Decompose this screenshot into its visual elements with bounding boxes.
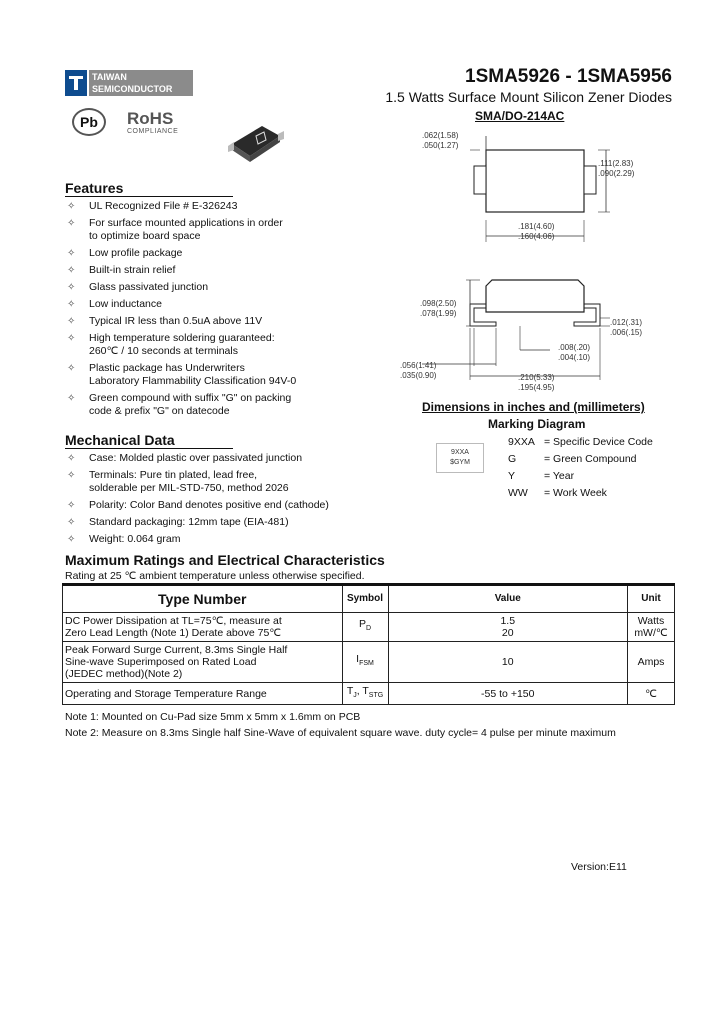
package-dimension-drawing xyxy=(400,128,680,393)
legend-code: 9XXA xyxy=(508,436,535,448)
param-line: (JEDEC method)(Note 2) xyxy=(65,668,183,680)
symbol-part: P xyxy=(358,618,366,631)
symbol-cell xyxy=(342,683,388,705)
feature-line: to optimize board space xyxy=(89,230,201,242)
legend-desc: = Specific Device Code xyxy=(544,436,653,448)
features-underline xyxy=(65,196,233,197)
version-label: Version:E11 xyxy=(571,861,627,873)
value-cell xyxy=(388,642,628,683)
rohs-label: RoHS xyxy=(127,109,174,128)
mechanical-line: Weight: 0.064 gram xyxy=(89,533,181,545)
header-unit: Unit xyxy=(628,585,675,613)
symbol-cell xyxy=(342,613,388,642)
legend-code: Y xyxy=(508,470,516,482)
dim-top-w2: .050(1.27) xyxy=(422,141,459,150)
mechanical-item xyxy=(65,533,365,546)
logo-line2: SEMICONDUCTOR xyxy=(92,84,173,94)
mechanical-title: Mechanical Data xyxy=(65,432,175,448)
feature-item xyxy=(65,247,365,260)
legend-code: WW xyxy=(508,487,528,499)
features-list xyxy=(65,200,365,422)
feature-item xyxy=(65,281,365,294)
rohs-sub: COMPLIANCE xyxy=(127,128,179,135)
feature-line: For surface mounted applications in order xyxy=(89,217,283,229)
feature-line: Glass passivated junction xyxy=(89,281,209,293)
bullet-icon: ✧ xyxy=(67,282,76,293)
symbol-part: I xyxy=(356,653,360,666)
legend-row xyxy=(508,451,653,468)
dim-side-g1: .008(.20) xyxy=(558,343,591,352)
legend-desc: = Year xyxy=(544,470,575,482)
header-value: Value xyxy=(388,585,628,613)
unit-cell xyxy=(628,642,675,683)
symbol-cell xyxy=(342,642,388,683)
marking-box-line2: $GYM xyxy=(450,459,470,466)
product-subtitle: 1.5 Watts Surface Mount Silicon Zener Diodes xyxy=(385,89,672,105)
header-symbol: Symbol xyxy=(342,585,388,613)
bullet-icon: ✧ xyxy=(67,470,76,481)
value-cell xyxy=(388,683,628,705)
legend-row xyxy=(508,434,653,451)
marking-title: Marking Diagram xyxy=(488,417,586,431)
mechanical-item xyxy=(65,516,365,529)
feature-line: High temperature soldering guaranteed: xyxy=(89,332,275,344)
feature-line: UL Recognized File # E-326243 xyxy=(89,200,238,212)
param-cell xyxy=(63,642,343,683)
dim-side-p1: .056(1.41) xyxy=(400,361,437,370)
bullet-icon: ✧ xyxy=(67,393,76,404)
value-cell xyxy=(388,613,628,642)
table-row xyxy=(63,613,675,642)
unit-cell xyxy=(628,613,675,642)
mechanical-item xyxy=(65,469,365,495)
feature-item xyxy=(65,298,365,311)
value-line: -55 to +150 xyxy=(481,687,535,700)
bullet-icon: ✧ xyxy=(67,218,76,229)
mechanical-item xyxy=(65,452,365,465)
marking-box-line1: 9XXA xyxy=(451,449,469,456)
ratings-title: Maximum Ratings and Electrical Characteristics xyxy=(65,552,385,568)
feature-line: Plastic package has Underwriters xyxy=(89,362,245,374)
bullet-icon: ✧ xyxy=(67,265,76,276)
feature-line: Laboratory Flammability Classification 94V-0 xyxy=(89,375,297,387)
bullet-icon: ✧ xyxy=(67,363,76,374)
unit-line: ℃ xyxy=(645,687,657,700)
mechanical-line: solderable per MIL-STD-750, method 2026 xyxy=(89,482,289,494)
unit-line: Watts xyxy=(637,615,665,627)
table-row xyxy=(63,683,675,705)
rohs-badge xyxy=(127,110,187,135)
table-row xyxy=(63,642,675,683)
feature-line: Green compound with suffix "G" on packing xyxy=(89,392,292,404)
unit-line: mW/℃ xyxy=(634,627,668,639)
mechanical-line: Polarity: Color Band denotes positive end (cathode) xyxy=(89,499,329,511)
legend-code: G xyxy=(508,453,517,465)
feature-line: 260℃ / 10 seconds at terminals xyxy=(89,345,238,357)
feature-item xyxy=(65,392,365,418)
note-2: Note 2: Measure on 8.3ms Single half Sine-Wave of equivalent square wave. duty cycle= 4 pulse per minute maximum xyxy=(65,727,616,739)
unit-line: Amps xyxy=(637,656,665,668)
legend-desc: = Green Compound xyxy=(544,453,637,465)
logo-text xyxy=(89,70,193,96)
feature-item xyxy=(65,362,365,388)
symbol-part: T xyxy=(346,685,354,697)
bullet-icon: ✧ xyxy=(67,517,76,528)
feature-line: Typical IR less than 0.5uA above 11V xyxy=(89,315,263,327)
value-line: 1.5 xyxy=(500,615,516,627)
bullet-icon: ✧ xyxy=(67,453,76,464)
legend-desc: = Work Week xyxy=(544,487,607,499)
param-line: DC Power Dissipation at TL=75℃, measure at xyxy=(65,615,282,627)
company-logo xyxy=(65,70,193,96)
feature-line: code & prefix "G" on datecode xyxy=(89,405,230,417)
bullet-icon: ✧ xyxy=(67,248,76,259)
dim-side-l1: .210(5.33) xyxy=(518,373,555,382)
marking-legend xyxy=(508,434,653,502)
bullet-icon: ✧ xyxy=(67,299,76,310)
param-line: Peak Forward Surge Current, 8.3ms Single Half xyxy=(65,644,288,656)
mechanical-item xyxy=(65,499,365,512)
note-1: Note 1: Mounted on Cu-Pad size 5mm x 5mm x 1.6mm on PCB xyxy=(65,711,361,723)
mechanical-list xyxy=(65,452,365,550)
pb-free-badge: Pb xyxy=(72,108,106,136)
dimensions-title: Dimensions in inches and (millimeters) xyxy=(422,400,645,414)
value-line: 20 xyxy=(501,627,514,639)
logo-line1: TAIWAN xyxy=(92,72,127,82)
dim-top-l1: .181(4.60) xyxy=(518,222,555,231)
dim-top-l2: .160(4.06) xyxy=(518,232,555,241)
feature-item xyxy=(65,200,365,213)
package-name: SMA/DO-214AC xyxy=(475,109,565,123)
table-header-row xyxy=(63,585,675,613)
bullet-icon: ✧ xyxy=(67,316,76,327)
dim-side-g2: .004(.10) xyxy=(558,353,591,362)
bullet-icon: ✧ xyxy=(67,333,76,344)
value-line: 10 xyxy=(501,656,514,668)
dim-side-t2: .006(.15) xyxy=(610,328,643,337)
dim-side-h2: .078(1.99) xyxy=(420,309,457,318)
feature-line: Built-in strain relief xyxy=(89,264,176,276)
bullet-icon: ✧ xyxy=(67,500,76,511)
bullet-icon: ✧ xyxy=(67,201,76,212)
feature-item xyxy=(65,315,365,328)
dim-side-p2: .035(0.90) xyxy=(400,371,437,380)
param-cell xyxy=(63,613,343,642)
unit-cell xyxy=(628,683,675,705)
feature-line: Low inductance xyxy=(89,298,162,310)
package-photo xyxy=(228,122,284,166)
symbol-part: STG xyxy=(368,692,384,700)
param-line: Operating and Storage Temperature Range xyxy=(65,687,267,700)
ratings-table xyxy=(62,583,675,705)
mechanical-underline xyxy=(65,448,233,449)
symbol-part: , T xyxy=(356,685,369,697)
symbol-part: FSM xyxy=(359,660,374,668)
param-line: Sine-wave Superimposed on Rated Load xyxy=(65,656,257,668)
dim-top-w1: .062(1.58) xyxy=(422,131,459,140)
logo-mark-icon xyxy=(65,70,87,96)
header-type-number: Type Number xyxy=(63,585,343,613)
legend-row xyxy=(508,485,653,502)
param-cell xyxy=(63,683,343,705)
ratings-note: Rating at 25 ℃ ambient temperature unless otherwise specified. xyxy=(65,570,365,582)
dim-side-l2: .195(4.95) xyxy=(518,383,555,392)
dim-top-h2: .090(2.29) xyxy=(598,169,635,178)
marking-box xyxy=(436,443,484,473)
symbol-part: J xyxy=(353,692,357,700)
features-title: Features xyxy=(65,180,124,196)
symbol-part: D xyxy=(365,625,372,633)
mechanical-line: Terminals: Pure tin plated, lead free, xyxy=(89,469,258,481)
part-range-title: 1SMA5926 - 1SMA5956 xyxy=(465,66,672,87)
feature-item xyxy=(65,264,365,277)
feature-line: Low profile package xyxy=(89,247,183,259)
legend-row xyxy=(508,468,653,485)
bullet-icon: ✧ xyxy=(67,534,76,545)
feature-item xyxy=(65,332,365,358)
mechanical-line: Standard packaging: 12mm tape (EIA-481) xyxy=(89,516,289,528)
feature-item xyxy=(65,217,365,243)
mechanical-line: Case: Molded plastic over passivated junction xyxy=(89,452,303,464)
param-line: Zero Lead Length (Note 1) Derate above 75℃ xyxy=(65,627,282,639)
dim-side-h1: .098(2.50) xyxy=(420,299,457,308)
dim-side-t1: .012(.31) xyxy=(610,318,643,327)
dim-top-h1: .111(2.83) xyxy=(598,159,634,168)
